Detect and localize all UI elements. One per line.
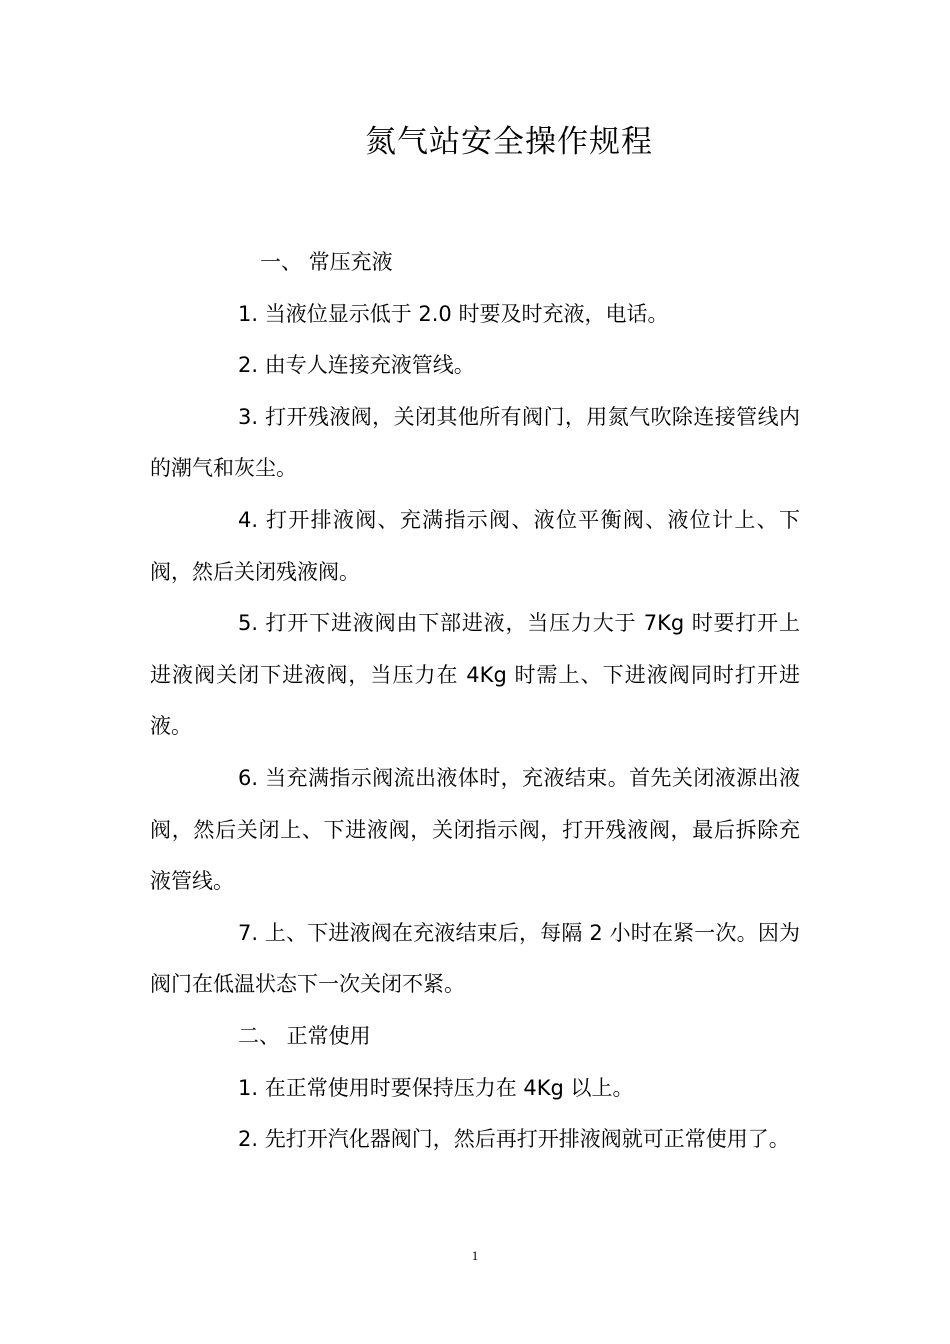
paragraph-1-7: 7. 上、下进液阀在充液结束后，每隔 2 小时在紧一次。因为阀门在低温状态下一次关闭不紧。 <box>150 920 800 997</box>
paragraph-1-6: 6. 当充满指示阀流出液体时，充液结束。首先关闭液源出液阀，然后关闭上、下进液阀，关闭指示阀，打开残液阀，最后拆除充液管线。 <box>150 765 800 894</box>
paragraph-1-1: 1. 当液位显示低于 2.0 时要及时充液，电话。 <box>238 301 669 326</box>
section-heading-2: 二、 正常使用 <box>238 1023 371 1048</box>
document-body <box>150 237 800 1166</box>
paragraph-2-1: 1. 在正常使用时要保持压力在 4Kg 以上。 <box>238 1075 634 1100</box>
paragraph-1-4: 4. 打开排液阀、充满指示阀、液位平衡阀、液位计上、下阀，然后关闭残液阀。 <box>150 507 800 584</box>
page-number: 1 <box>471 1248 479 1263</box>
document-title: 氮气站安全操作规程 <box>365 124 653 160</box>
paragraph-1-3: 3. 打开残液阀，关闭其他所有阀门，用氮气吹除连接管线内的潮气和灰尘。 <box>150 404 800 481</box>
paragraph-2-2: 2. 先打开汽化器阀门，然后再打开排液阀就可正常使用了。 <box>238 1127 790 1152</box>
paragraph-1-2: 2. 由专人连接充液管线。 <box>238 353 475 378</box>
section-heading-1: 一、 常压充液 <box>260 250 393 274</box>
paragraph-1-5: 5. 打开下进液阀由下部进液，当压力大于 7Kg 时要打开上进液阀关闭下进液阀，当压力在 4Kg 时需上、下进液阀同时打开进液。 <box>150 611 800 739</box>
